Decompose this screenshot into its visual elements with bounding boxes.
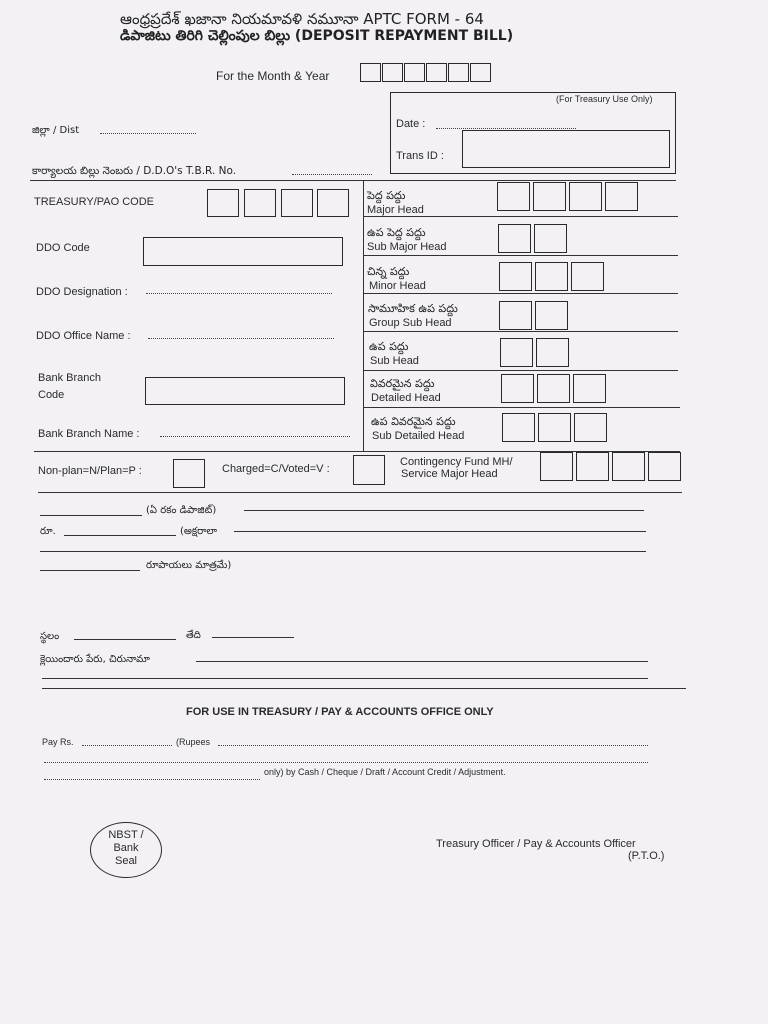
rupees-label: (Rupees [176,737,211,747]
sub-major-head-box[interactable] [498,224,531,253]
treasury-date-line[interactable] [436,128,576,129]
head-label-en: Group Sub Head [369,317,452,329]
head-label-te: వివరమైన పద్దు [370,377,435,390]
head-label-te: పెద్ద పద్దు [367,189,406,202]
head-label-en: Sub Detailed Head [372,430,465,442]
seal-label-2: Bank [113,842,139,854]
form-title-telugu: ఆంధ్రప్రదేశ్ ఖజానా నియమావళి నమూనా APTC FORM - 64 [120,10,484,28]
payment-mode-line[interactable] [44,779,260,780]
row-divider [364,331,678,332]
date-label: తేది [186,630,201,641]
nonplan-box[interactable] [173,459,205,488]
head-label-en: Sub Major Head [367,241,447,253]
ddo-code-field[interactable] [143,237,343,266]
trans-id-field[interactable] [462,130,670,168]
treasury-code-label: TREASURY/PAO CODE [34,196,155,208]
group-sub-head-box[interactable] [499,301,532,330]
detailed-head-box[interactable] [537,374,570,403]
seal-label-1: NBST / [108,829,144,841]
nonplan-label: Non-plan=N/Plan=P : [38,465,142,477]
rupees-only-label: రూపాయలు మాత్రమే) [146,560,232,571]
place-label: స్థలం [40,631,60,642]
tbr-line[interactable] [292,174,372,175]
date-line[interactable] [212,637,294,638]
row-divider [364,216,678,217]
deposit-type-label: (ఏ రకం డిపాజిట్) [146,505,217,516]
head-label-te: ఉప వివరమైన పద్దు [371,415,456,428]
row-divider [364,255,678,256]
group-sub-head-box[interactable] [535,301,568,330]
ddo-office-line[interactable] [148,338,334,339]
claimant-label: క్లెయిందారు పేరు, చిరునామా [40,654,150,665]
ddo-code-label: DDO Code [36,242,90,254]
charged-label: Charged=C/Voted=V : [222,463,330,475]
sub-detailed-head-box[interactable] [502,413,535,442]
major-head-box[interactable] [533,182,566,211]
major-head-box[interactable] [569,182,602,211]
contingency-label-2: Service Major Head [401,468,498,480]
deposit-amount-line[interactable] [40,515,142,516]
dist-label: జిల్లా / Dist [32,125,80,136]
detailed-head-box[interactable] [573,374,606,403]
treasury-date-label: Date : [396,118,426,130]
head-label-te: ఉప పద్దు [369,340,409,353]
treasury-code-box[interactable] [244,189,276,217]
minor-head-box[interactable] [571,262,604,291]
in-words-line[interactable] [234,531,646,532]
top-grid-line [30,180,676,181]
major-head-box[interactable] [497,182,530,211]
section-line [42,688,686,689]
place-line[interactable] [74,639,176,640]
payment-mode-label: only) by Cash / Cheque / Draft / Account Credit / Adjustment. [264,767,506,777]
row-divider [364,293,678,294]
bank-branch-code-label: Bank Branch [38,372,101,384]
row-divider [364,370,678,371]
treasury-use-heading: (For Treasury Use Only) [556,94,653,104]
bank-branch-code-label-2: Code [38,389,65,401]
contingency-box[interactable] [540,452,573,481]
seal-label-3: Seal [114,855,138,867]
rupees-words-line[interactable] [218,745,648,746]
in-words-line-2[interactable] [40,551,646,552]
head-label-te: చిన్న పద్దు [367,265,410,278]
month-year-label: For the Month & Year [216,69,330,83]
contingency-box[interactable] [648,452,681,481]
rs-label: రూ. [40,526,56,537]
contingency-box[interactable] [576,452,609,481]
detailed-head-box[interactable] [501,374,534,403]
in-words-label: (అక్షరాలా [180,526,217,537]
deposit-type-line[interactable] [244,510,644,511]
treasury-section-heading: FOR USE IN TREASURY / PAY & ACCOUNTS OFFICE ONLY [186,706,494,718]
treasury-code-box[interactable] [317,189,349,217]
sub-major-head-box[interactable] [534,224,567,253]
head-label-en: Detailed Head [371,392,441,404]
minor-head-box[interactable] [535,262,568,291]
month-year-box[interactable] [426,63,447,82]
ddo-office-label: DDO Office Name : [36,330,131,342]
head-label-te: సామూహిక ఉప పద్దు [368,302,458,315]
pto-label: (P.T.O.) [628,850,665,862]
column-divider [363,180,364,452]
sub-detailed-head-box[interactable] [574,413,607,442]
head-label-te: ఉప పెద్ద పద్దు [367,226,426,239]
month-year-box[interactable] [382,63,403,82]
bank-branch-name-line[interactable] [160,436,350,437]
rupees-words-line-2[interactable] [44,762,648,763]
contingency-box[interactable] [612,452,645,481]
claimant-line[interactable] [196,661,648,662]
claimant-line-2[interactable] [42,678,648,679]
head-label-en: Minor Head [369,280,426,292]
head-label-en: Major Head [367,204,424,216]
contingency-label: Contingency Fund MH/ [400,456,513,468]
bank-branch-code-field[interactable] [145,377,345,405]
month-year-box[interactable] [470,63,491,82]
ddo-designation-line[interactable] [146,293,332,294]
sub-detailed-head-box[interactable] [538,413,571,442]
dist-line[interactable] [100,133,196,134]
tbr-label: కార్యాలయ బిల్లు నెంబరు / D.D.O's T.B.R. No. [32,165,237,177]
ddo-designation-label: DDO Designation : [36,286,128,298]
bank-branch-name-label: Bank Branch Name : [38,428,140,440]
officer-signature-label: Treasury Officer / Pay & Accounts Officer [436,838,636,850]
minor-head-box[interactable] [499,262,532,291]
row-divider [364,407,680,408]
rs-line[interactable] [64,535,176,536]
major-head-box[interactable] [605,182,638,211]
head-label-en: Sub Head [370,355,419,367]
treasury-code-box[interactable] [207,189,239,217]
section-line [38,492,682,493]
month-year-box[interactable] [448,63,469,82]
sub-head-box[interactable] [500,338,533,367]
pay-rs-label: Pay Rs. [42,737,74,747]
sub-head-box[interactable] [536,338,569,367]
trans-id-label: Trans ID : [396,150,444,162]
month-year-box[interactable] [404,63,425,82]
charged-box[interactable] [353,455,385,485]
form-subtitle: డిపాజిటు తిరిగి చెల్లింపుల బిల్లు (DEPOSIT REPAYMENT BILL) [120,28,514,44]
treasury-code-box[interactable] [281,189,313,217]
month-year-box[interactable] [360,63,381,82]
pay-rs-line[interactable] [82,745,172,746]
rupees-line[interactable] [40,570,140,571]
